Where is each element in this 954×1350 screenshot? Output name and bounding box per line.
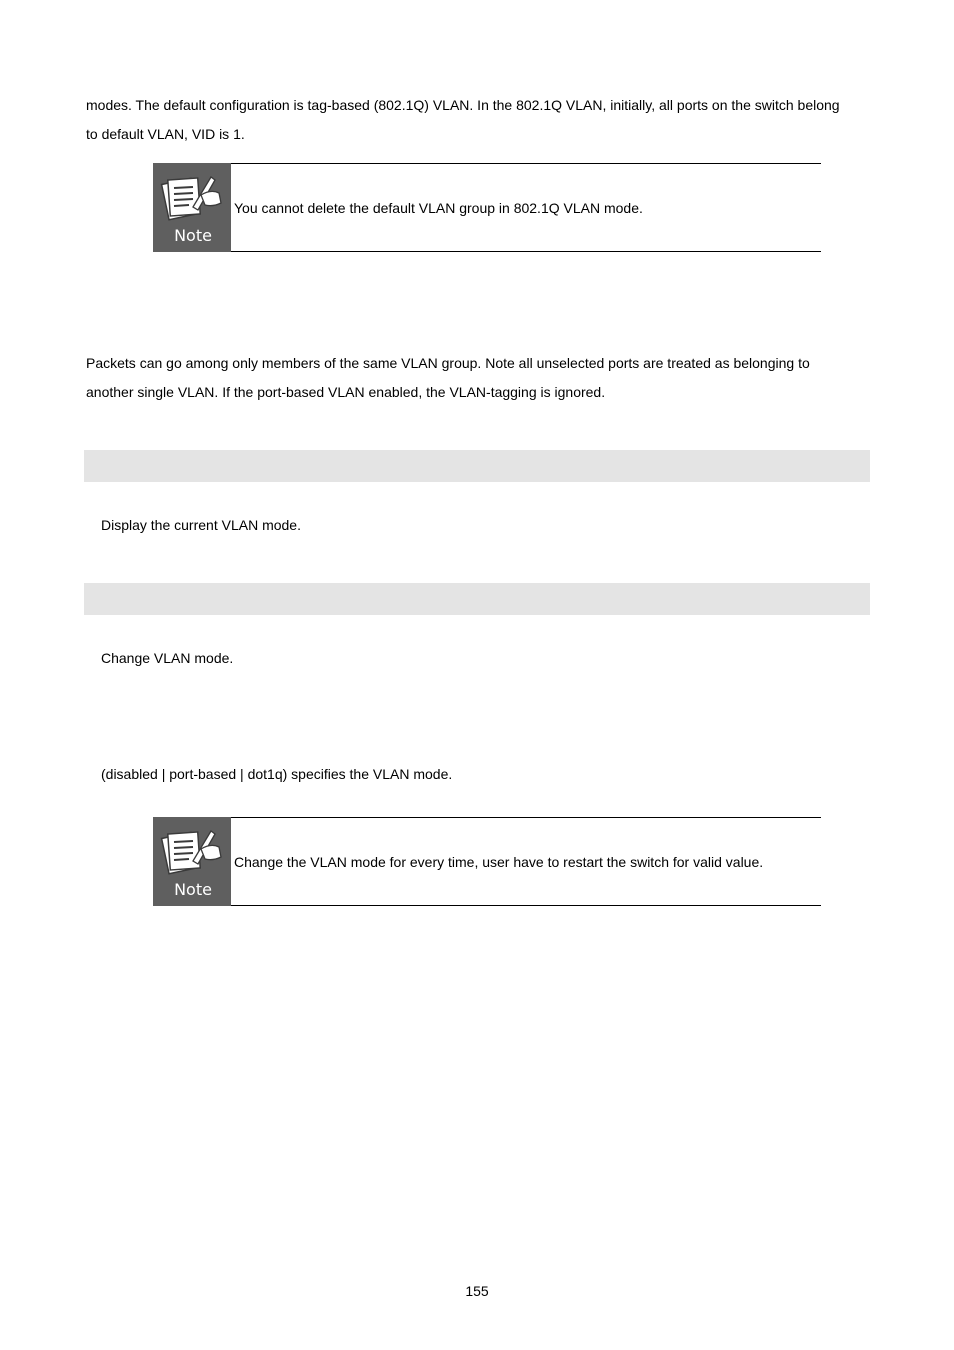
- command-header-bar-set: [84, 583, 870, 615]
- svg-text:Note: Note: [174, 880, 212, 899]
- show-mode-description: Display the current VLAN mode.: [101, 517, 301, 533]
- port-based-line-2: another single VLAN. If the port-based VLAN enabled, the VLAN-tagging is ignored.: [86, 384, 606, 400]
- intro-line-2: to default VLAN, VID is 1.: [86, 126, 245, 142]
- note-divider-top: [231, 163, 821, 164]
- note-box-default-vlan: [153, 163, 821, 252]
- note-icon: [153, 163, 231, 252]
- note-divider-bottom: [231, 251, 821, 252]
- note-text: Change the VLAN mode for every time, user have to restart the switch for valid value.: [234, 854, 764, 870]
- note-divider-top: [231, 817, 821, 818]
- command-header-bar-show: [84, 450, 870, 482]
- svg-text:Note: Note: [174, 226, 212, 245]
- note-text: You cannot delete the default VLAN group in 802.1Q VLAN mode.: [234, 200, 643, 216]
- page-number: 155: [465, 1283, 489, 1299]
- note-divider-bottom: [231, 905, 821, 906]
- intro-line-1: modes. The default configuration is tag-based (802.1Q) VLAN. In the 802.1Q VLAN, initially, all ports on the switch belong: [86, 97, 840, 113]
- note-icon: [153, 817, 231, 906]
- set-mode-parameter: (disabled | port-based | dot1q) specifies the VLAN mode.: [101, 766, 453, 782]
- set-mode-description: Change VLAN mode.: [101, 650, 234, 666]
- port-based-line-1: Packets can go among only members of the same VLAN group. Note all unselected ports are treated as belonging to: [86, 355, 810, 371]
- note-box-restart: [153, 817, 821, 906]
